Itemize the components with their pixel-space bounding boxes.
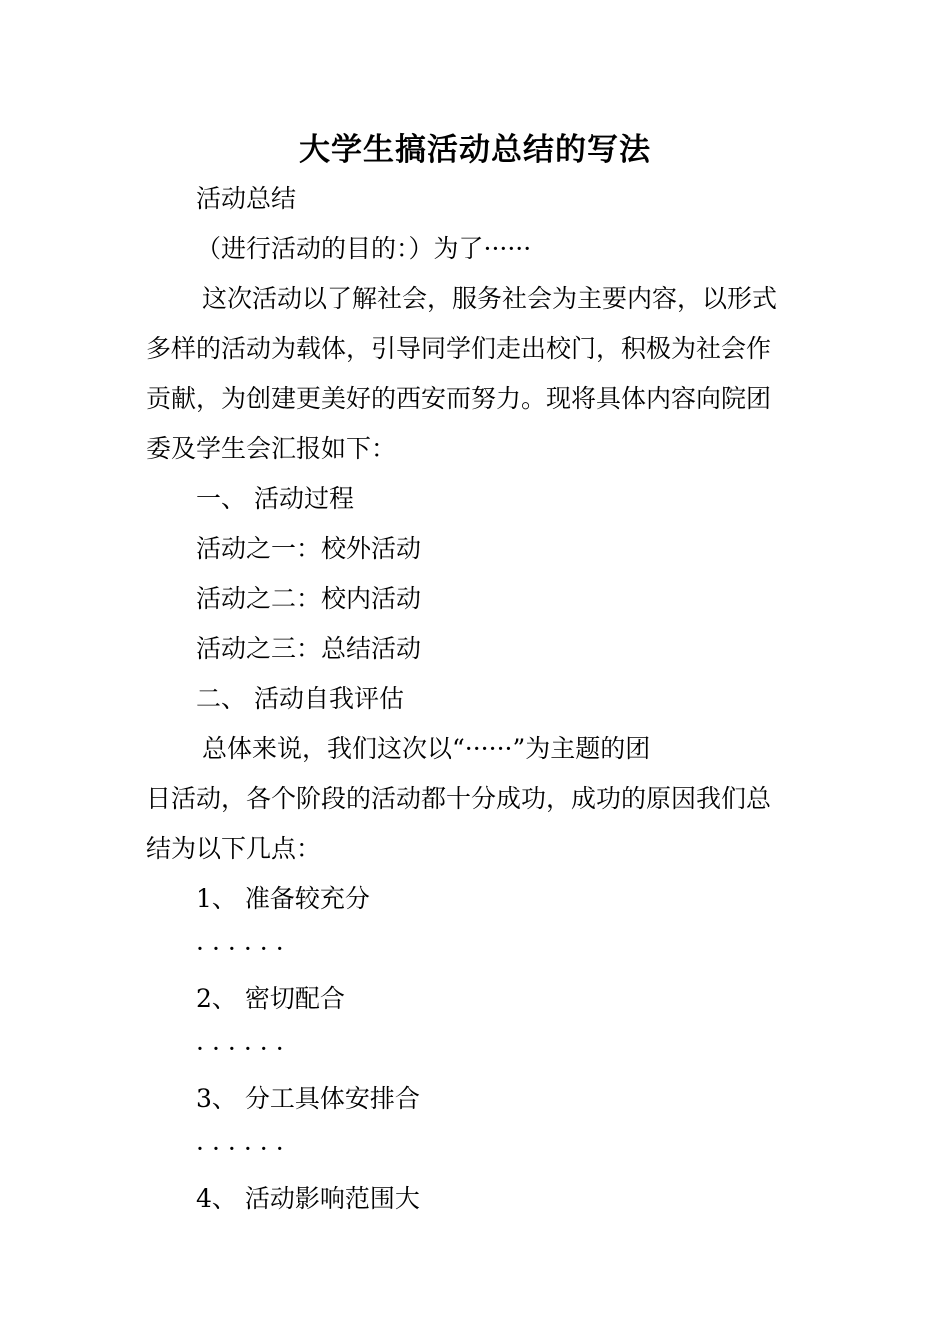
point-2-ellipsis: ······ (196, 1034, 292, 1063)
document-body (146, 174, 808, 1224)
point-4-heading: 4、 活动影响范围大 (196, 1184, 420, 1213)
intro-paragraph-line-2: 多样的活动为载体，引导同学们走出校门，积极为社会作 (146, 334, 772, 363)
document-title: 大学生搞活动总结的写法 (299, 132, 651, 168)
point-3-ellipsis: ······ (196, 1134, 292, 1163)
section-heading: 活动总结 (196, 184, 297, 213)
evaluation-paragraph-line-3: 结为以下几点： (146, 834, 322, 863)
activity-item-3: 活动之三：总结活动 (196, 634, 422, 663)
point-1-ellipsis: ······ (196, 934, 292, 963)
heading-self-evaluation: 二、 活动自我评估 (196, 684, 404, 713)
evaluation-paragraph-line-2: 日活动，各个阶段的活动都十分成功，成功的原因我们总 (146, 784, 772, 813)
point-2-heading: 2、 密切配合 (196, 984, 345, 1013)
activity-item-1: 活动之一：校外活动 (196, 534, 422, 563)
heading-activity-process: 一、 活动过程 (196, 484, 354, 513)
point-3-heading: 3、 分工具体安排合 (196, 1084, 420, 1113)
evaluation-paragraph-line-1: 总体来说，我们这次以“······”为主题的团 (202, 734, 651, 763)
intro-paragraph-line-1: 这次活动以了解社会，服务社会为主要内容，以形式 (202, 284, 778, 313)
activity-item-2: 活动之二：校内活动 (196, 584, 422, 613)
point-1-heading: 1、 准备较充分 (196, 884, 370, 913)
intro-paragraph-line-3: 贡献，为创建更美好的西安而努力。现将具体内容向院团 (146, 384, 772, 413)
purpose-line: （进行活动的目的：）为了······ (196, 234, 532, 263)
intro-paragraph-line-4: 委及学生会汇报如下： (146, 434, 397, 463)
